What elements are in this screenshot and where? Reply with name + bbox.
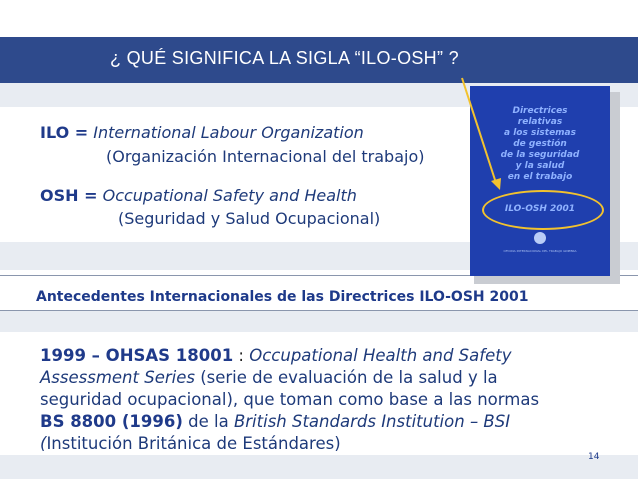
book-cover-publisher: OFICINA INTERNACIONAL DEL TRABAJO GINEBRA <box>503 249 577 253</box>
background-text: de la <box>182 412 234 431</box>
background-text: (serie de evaluación de la salud y la <box>194 368 498 387</box>
background-line-1 <box>40 346 511 365</box>
background-line-5 <box>40 434 341 453</box>
osh-acronym: OSH = <box>40 186 98 205</box>
ohsas-name: Occupational Health and Safety <box>249 346 512 365</box>
background-line-4 <box>40 412 510 431</box>
osh-name-en: Occupational Safety and Health <box>102 186 357 205</box>
bs8800-label: BS 8800 (1996) <box>40 412 183 431</box>
bsi-name: British Standards Institution – BSI <box>233 412 511 431</box>
ilo-acronym: ILO = <box>40 123 89 142</box>
ilo-name-es: (Organización Internacional del trabajo) <box>106 147 425 166</box>
book-cover-title: Directrices relativas a los sistemas de gestión de la seguridad y la salud en el trabajo <box>500 106 580 182</box>
background-line-2 <box>40 368 498 387</box>
ohsas-name-cont: Assessment Series <box>40 368 195 387</box>
page-number: 14 <box>588 452 600 462</box>
paren: ( <box>40 434 47 453</box>
ilo-name-en: International Labour Organization <box>93 123 364 142</box>
background-line-3: seguridad ocupacional), que toman como base a las normas <box>40 390 540 409</box>
colon: : <box>233 346 250 365</box>
section-title: Antecedentes Internacionales de las Directrices ILO-OSH 2001 <box>36 289 529 305</box>
background-text: Institución Británica de Estándares) <box>46 434 341 453</box>
book-cover-code: ILO-OSH 2001 <box>504 204 576 214</box>
slide-title: ¿ QUÉ SIGNIFICA LA SIGLA “ILO-OSH” ? <box>110 48 459 68</box>
ohsas-label: 1999 – OHSAS 18001 <box>40 346 234 365</box>
osh-name-es: (Seguridad y Salud Ocupacional) <box>118 209 381 228</box>
